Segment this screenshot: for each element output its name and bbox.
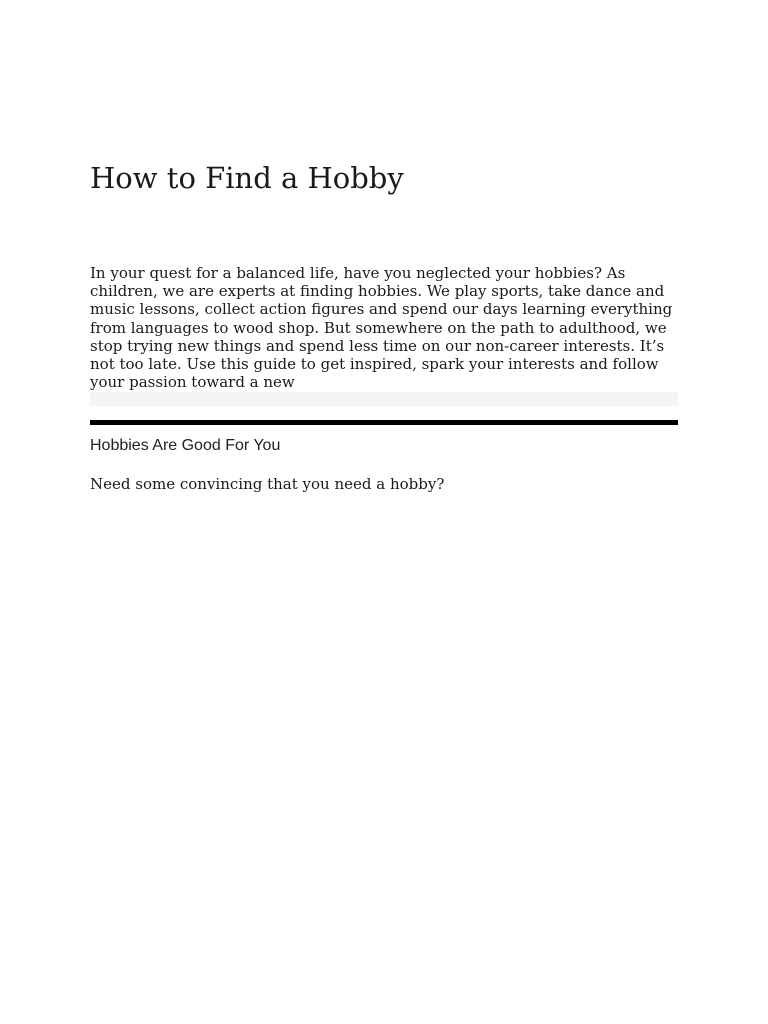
section-divider — [90, 420, 678, 425]
intro-paragraph: In your quest for a balanced life, have you neglected your hobbies? As children, we are experts at finding hobbies. We play sports, take dance and music lessons, collect action figures and spend our days learning everything from languages to wood shop. But somewhere on the path to adulthood, we stop trying new things and spend less time on our non-career interests. It’s not too late. Use this guide to get inspired, spark your interests and follow your passion toward a new — [90, 264, 673, 392]
page-title: How to Find a Hobby — [90, 161, 404, 195]
truncation-fade-bar — [90, 392, 678, 406]
section-paragraph: Need some convincing that you need a hobby? — [90, 475, 445, 493]
section-heading: Hobbies Are Good For You — [90, 437, 281, 454]
